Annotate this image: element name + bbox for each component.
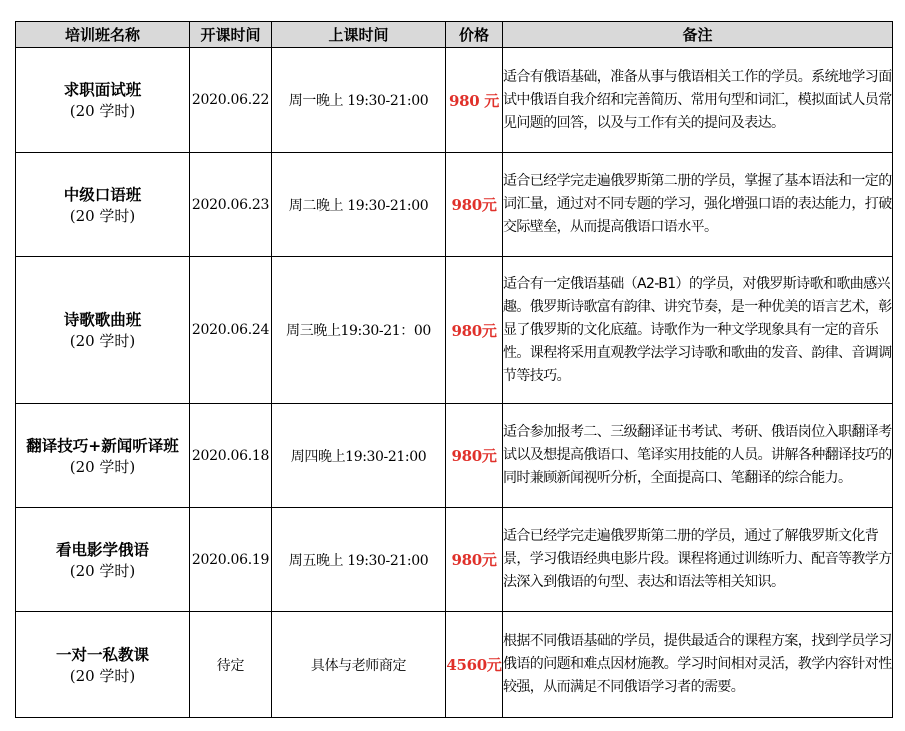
price: 980元 <box>446 404 503 508</box>
course-hours: (20 学时) <box>69 332 136 350</box>
price: 980元 <box>446 508 503 612</box>
table-row <box>16 48 893 153</box>
start-date: 2020.06.24 <box>190 257 272 404</box>
table-row <box>16 612 893 718</box>
schedule: 周二晚上 19:30-21:00 <box>272 153 446 257</box>
course-hours: (20 学时) <box>69 561 136 580</box>
course-name: 看电影学俄语 <box>55 540 149 559</box>
course-hours: (20 学时) <box>69 457 136 476</box>
header-price: 价格 <box>446 22 503 48</box>
course-note: 适合有俄语基础，准备从事与俄语相关工作的学员。系统地学习面试中俄语自我介绍和完善简历、常用句型和词汇，模拟面试人员常见问题的回答，以及与工作有关的提问及表达。 <box>503 48 893 153</box>
course-note: 适合已经学完走遍俄罗斯第二册的学员，通过了解俄罗斯文化背景，学习俄语经典电影片段。课程将通过训练听力、配音等教学方法深入到俄语的句型、表达和语法等相关知识。 <box>503 508 893 612</box>
course-name-cell <box>16 48 190 153</box>
course-name: 翻译技巧+新闻听译班 <box>26 436 179 455</box>
course-note: 根据不同俄语基础的学员，提供最适合的课程方案，找到学员学习俄语的问题和难点因材施教。学习时间相对灵活，教学内容针对性较强，从而满足不同俄语学习者的需要。 <box>503 612 893 718</box>
start-date: 2020.06.23 <box>190 153 272 257</box>
start-date: 待定 <box>190 612 272 718</box>
table-row <box>16 404 893 508</box>
schedule: 周四晚上19:30-21:00 <box>272 404 446 508</box>
course-note: 适合已经学完走遍俄罗斯第二册的学员，掌握了基本语法和一定的词汇量，通过对不同专题的学习，强化增强口语的表达能力，打破交际壁垒，从而提高俄语口语水平。 <box>503 153 893 257</box>
price: 4560元 <box>446 612 503 718</box>
course-note: 适合有一定俄语基础（A2-B1）的学员，对俄罗斯诗歌和歌曲感兴趣。俄罗斯诗歌富有韵律、讲究节奏，是一种优美的语言艺术，彰显了俄罗斯的文化底蕴。诗歌作为一种文学现象具有一定的音乐性。课程将采用直观教学法学习诗歌和歌曲的发音、韵律、音调调节等技巧。 <box>503 257 893 404</box>
table-row <box>16 508 893 612</box>
header-start-date: 开课时间 <box>190 22 272 48</box>
course-name: 求职面试班 <box>63 81 142 99</box>
start-date: 2020.06.19 <box>190 508 272 612</box>
course-name-cell <box>16 153 190 257</box>
header-schedule: 上课时间 <box>272 22 446 48</box>
course-name: 一对一私教课 <box>55 645 149 664</box>
course-name-cell <box>16 257 190 404</box>
header-course-name: 培训班名称 <box>16 22 190 48</box>
schedule: 周一晚上 19:30-21:00 <box>272 48 446 153</box>
course-note: 适合参加报考二、三级翻译证书考试、考研、俄语岗位入职翻译考试以及想提高俄语口、笔译实用技能的人员。讲解各种翻译技巧的同时兼顾新闻视听分析，全面提高口、笔翻译的综合能力。 <box>503 404 893 508</box>
course-name-cell <box>16 612 190 718</box>
table-row <box>16 153 893 257</box>
price: 980元 <box>446 153 503 257</box>
table-row <box>16 257 893 404</box>
course-hours: (20 学时) <box>69 206 136 225</box>
course-name: 诗歌歌曲班 <box>63 311 142 329</box>
course-table <box>15 21 893 718</box>
header-notes: 备注 <box>503 22 893 48</box>
course-name: 中级口语班 <box>63 185 142 204</box>
price: 980元 <box>446 257 503 404</box>
course-hours: (20 学时) <box>69 666 136 685</box>
start-date: 2020.06.18 <box>190 404 272 508</box>
price: 980 元 <box>446 48 503 153</box>
table-header-row <box>16 22 893 48</box>
course-hours: (20 学时) <box>69 102 136 120</box>
course-name-cell <box>16 508 190 612</box>
start-date: 2020.06.22 <box>190 48 272 153</box>
course-name-cell <box>16 404 190 508</box>
schedule: 周五晚上 19:30-21:00 <box>272 508 446 612</box>
schedule: 周三晚上19:30-21：00 <box>272 257 446 404</box>
schedule: 具体与老师商定 <box>272 612 446 718</box>
